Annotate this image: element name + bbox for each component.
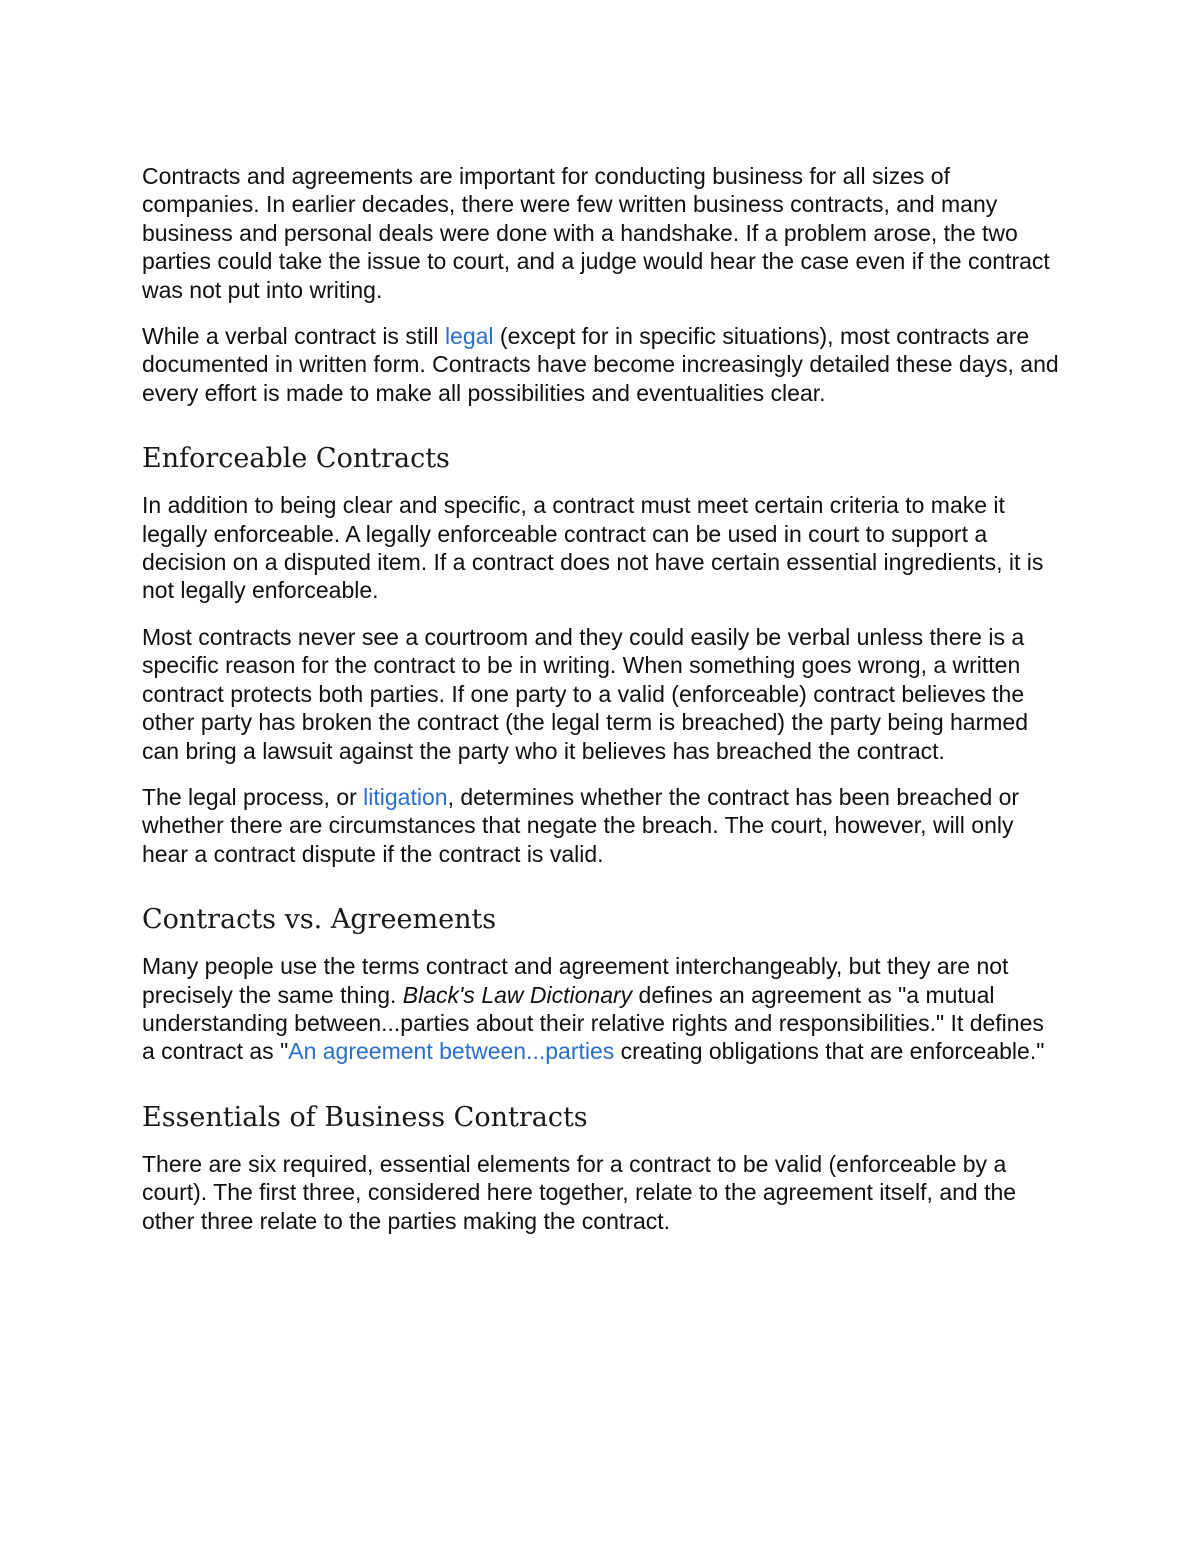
enforceable-paragraph-3-text-a: The legal process, or xyxy=(142,783,364,810)
vs-paragraph-1-text-a: Many people use the terms contract and agreement interchangeably, but they are not precisely the same thing. xyxy=(142,953,1009,1008)
heading-enforceable-contracts: Enforceable Contracts xyxy=(142,443,450,475)
vs-paragraph-1-text-b: defines an agreement as "a mutual understanding between...parties about their relative rights and responsibilities." It defines a contract as " xyxy=(142,981,1044,1065)
vs-paragraph-1 xyxy=(142,952,1062,1066)
document-page xyxy=(142,162,1062,1253)
intro-paragraph-1: Contracts and agreements are important for conducting business for all sizes of companies. In earlier decades, there were few written business contracts, and many business and personal deals were done with a handshake. If a problem arose, the two parties could take the issue to court, and a judge would hear the case even if the contract was not put into writing. xyxy=(142,163,1050,303)
enforceable-paragraph-1: In addition to being clear and specific, a contract must meet certain criteria to make it legally enforceable. A legally enforceable contract can be used in court to support a decision on a disputed item. If a contract does not have certain essential ingredients, it is not legally enforceable. xyxy=(142,492,1044,604)
blacks-law-dictionary-title: Black's Law Dictionary xyxy=(402,981,633,1008)
intro-paragraph-2-text-b: (except for in specific situations), most contracts are documented in written form. Contracts have become increasingly detailed these days, and every effort is made to make all possibilities and eventualities clear. xyxy=(142,323,1059,406)
intro-paragraph-2-text-a: While a verbal contract is still xyxy=(142,323,445,350)
essentials-paragraph-1: There are six required, essential elements for a contract to be valid (enforceable by a court). The first three, considered here together, relate to the agreement itself, and the other three relate to the parties making the contract. xyxy=(142,1150,1017,1234)
litigation-link[interactable]: litigation xyxy=(363,783,448,810)
vs-paragraph-1-text-c: creating obligations that are enforceable." xyxy=(614,1038,1045,1065)
heading-essentials-of-business-contracts: Essentials of Business Contracts xyxy=(142,1101,588,1133)
enforceable-paragraph-2: Most contracts never see a courtroom and they could easily be verbal unless there is a specific reason for the contract to be in writing. When something goes wrong, a written contract protects both parties. If one party to a valid (enforceable) contract believes the other party has broken the contract (the legal term is breached) the party being harmed can bring a lawsuit against the party who it believes has breached the contract. xyxy=(142,623,1028,764)
heading-contracts-vs-agreements: Contracts vs. Agreements xyxy=(142,904,497,936)
enforceable-paragraph-3 xyxy=(142,783,1062,868)
intro-paragraph-2 xyxy=(142,322,1062,407)
legal-link[interactable]: legal xyxy=(444,323,494,350)
enforceable-paragraph-3-text-b: , determines whether the contract has been breached or whether there are circumstances that negate the breach. The court, however, will only hear a contract dispute if the contract is valid. xyxy=(142,783,1020,867)
agreement-between-parties-link[interactable]: An agreement between...parties xyxy=(288,1038,615,1065)
